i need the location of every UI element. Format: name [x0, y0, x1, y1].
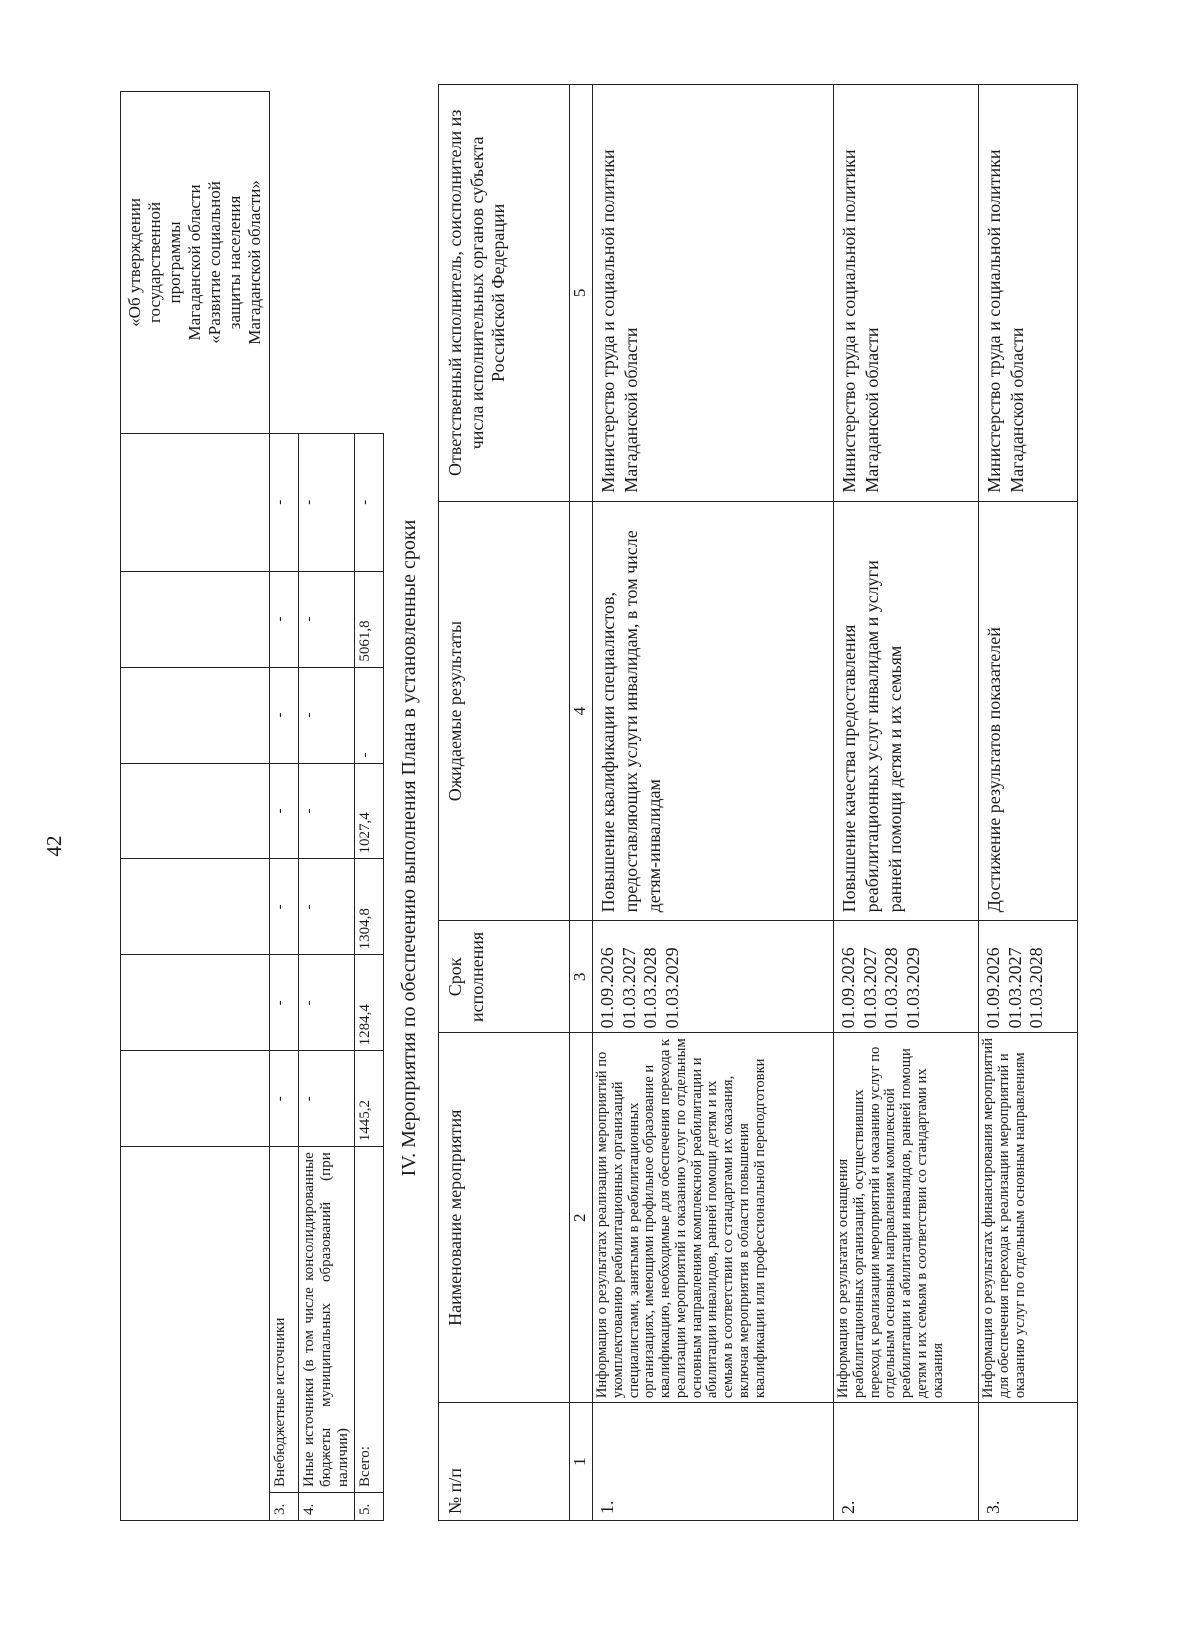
action-result: Повышение квалификации специалистов, предоставляющих услуги инвалидам, в том числе детям-инвалидам	[593, 501, 834, 921]
action-name: Информация о результатах реализации мероприятий по укомплектованию реабилитационных организаций специалистами, занятыми в реабилитационных организациях, имеющими профильное образование и квалификацию, необходимые для обеспечения перехода к реализации мероприятий и оказанию услуг по отдельным основным направлениям комплексной реабилитации и абилитации инвалидов, ранней помощи детям и их семьям в соответствии со стандартами их оказания, включая мероприятия в области повышения квалификации или профессиональной переподготовки	[593, 1033, 834, 1403]
amount-cell: 1304,8	[354, 859, 383, 955]
amount-cell: -	[299, 571, 354, 667]
action-result: Повышение качества предоставления реабилитационных услуг инвалидам и услуги ранней помощи детям и их семьям	[834, 501, 979, 921]
source-name: Всего:	[354, 1147, 383, 1493]
deadline-date: 01.09.2026	[983, 947, 1003, 1029]
amount-cell: 1284,4	[354, 955, 383, 1051]
source-name: Иные источники (в том числе консолидированные бюджеты муниципальных образований (при наличии)	[299, 1147, 354, 1493]
action-name: Информация о результатах оснащения реабилитационных организаций, осуществивших переход к реализации мероприятий и оказанию услуг по отдельным основным направлениям комплексной реабилитации и абилитации инвалидов, ранней помощи детям и их семьям в соответствии со стандартами их оказания	[834, 1033, 979, 1403]
financing-row	[270, 92, 299, 1521]
action-row	[979, 85, 1078, 1521]
action-deadlines	[593, 921, 834, 1033]
header-num: № п/п	[439, 1403, 570, 1521]
program-reference-line: Магаданской области»	[245, 180, 265, 345]
header-result: Ожидаемые результаты	[439, 501, 570, 921]
amount-cell: -	[270, 859, 299, 955]
deadline-date: 01.03.2028	[640, 947, 661, 1029]
action-number: 3.	[979, 1403, 1078, 1521]
amount-cell: -	[299, 859, 354, 955]
action-result: Достижение результатов показателей	[979, 501, 1078, 921]
index-row	[570, 85, 593, 1521]
deadline-date: 01.03.2029	[902, 947, 923, 1029]
index-cell: 4	[570, 501, 593, 921]
amount-cell: -	[299, 667, 354, 763]
action-name: Информация о результатах финансирования мероприятий для обеспечения перехода к реализации мероприятий и оказанию услуг по отдельным основным направлениям	[979, 1033, 1078, 1403]
index-cell: 5	[570, 85, 593, 502]
row-number: 5.	[354, 1493, 383, 1521]
header-deadline: Срок исполнения	[439, 921, 570, 1033]
amount-cell: 5061,8	[354, 571, 383, 667]
actions-header-row	[439, 85, 570, 1521]
action-deadlines	[979, 921, 1078, 1033]
amount-cell: -	[299, 1051, 354, 1147]
action-row	[834, 85, 979, 1521]
program-reference-cell	[121, 92, 270, 434]
action-executor: Министерство труда и социальной политики Магаданской области	[979, 85, 1078, 502]
deadline-date: 01.03.2028	[881, 947, 902, 1029]
index-cell: 1	[570, 1403, 593, 1521]
program-reference-line: программы	[165, 221, 185, 304]
financing-header-row	[121, 92, 270, 1521]
section-title: IV. Мероприятия по обеспечению выполнения Плана в установленные сроки	[398, 519, 420, 1177]
financing-row	[299, 92, 354, 1521]
program-reference-line: «Развитие социальной	[205, 181, 225, 344]
note-cell: -	[299, 433, 354, 571]
program-reference-line: защиты населения	[225, 195, 245, 330]
deadline-date: 01.03.2027	[859, 947, 880, 1029]
program-reference-line: государственной	[145, 201, 165, 324]
deadline-date: 01.03.2029	[661, 947, 682, 1029]
amount-cell: -	[270, 763, 299, 859]
page-number: 42	[42, 835, 66, 857]
amount-cell: -	[354, 667, 383, 763]
action-executor: Министерство труда и социальной политики Магаданской области	[593, 85, 834, 502]
program-reference-line: «Об утверждении	[125, 198, 144, 327]
note-cell: -	[354, 433, 383, 571]
action-row	[593, 85, 834, 1521]
deadline-date: 01.09.2026	[838, 947, 858, 1029]
deadline-date: 01.03.2027	[618, 947, 639, 1029]
header-executor: Ответственный исполнитель, соисполнители из числа исполнительных органов субъекта Российской Федерации	[439, 85, 570, 502]
amount-cell: -	[270, 667, 299, 763]
header-name: Наименование мероприятия	[439, 1033, 570, 1403]
note-cell: -	[270, 433, 299, 571]
financing-table	[120, 91, 384, 1521]
action-executor: Министерство труда и социальной политики Магаданской области	[834, 85, 979, 502]
amount-cell: 1445,2	[354, 1051, 383, 1147]
deadline-date: 01.03.2027	[1004, 947, 1025, 1029]
amount-cell: -	[270, 1051, 299, 1147]
amount-cell: -	[270, 571, 299, 667]
amount-cell: 1027,4	[354, 763, 383, 859]
action-number: 1.	[593, 1403, 834, 1521]
index-cell: 3	[570, 921, 593, 1033]
source-name: Внебюджетные источники	[270, 1147, 299, 1493]
action-number: 2.	[834, 1403, 979, 1521]
row-number: 4.	[299, 1493, 354, 1521]
financing-row	[354, 92, 383, 1521]
amount-cell: -	[270, 955, 299, 1051]
index-cell: 2	[570, 1033, 593, 1403]
row-number: 3.	[270, 1493, 299, 1521]
program-reference-line: Магаданской области	[185, 184, 205, 341]
actions-table	[438, 84, 1078, 1521]
amount-cell: -	[299, 955, 354, 1051]
deadline-date: 01.09.2026	[597, 947, 617, 1029]
deadline-date: 01.03.2028	[1026, 947, 1047, 1029]
amount-cell: -	[299, 763, 354, 859]
action-deadlines	[834, 921, 979, 1033]
